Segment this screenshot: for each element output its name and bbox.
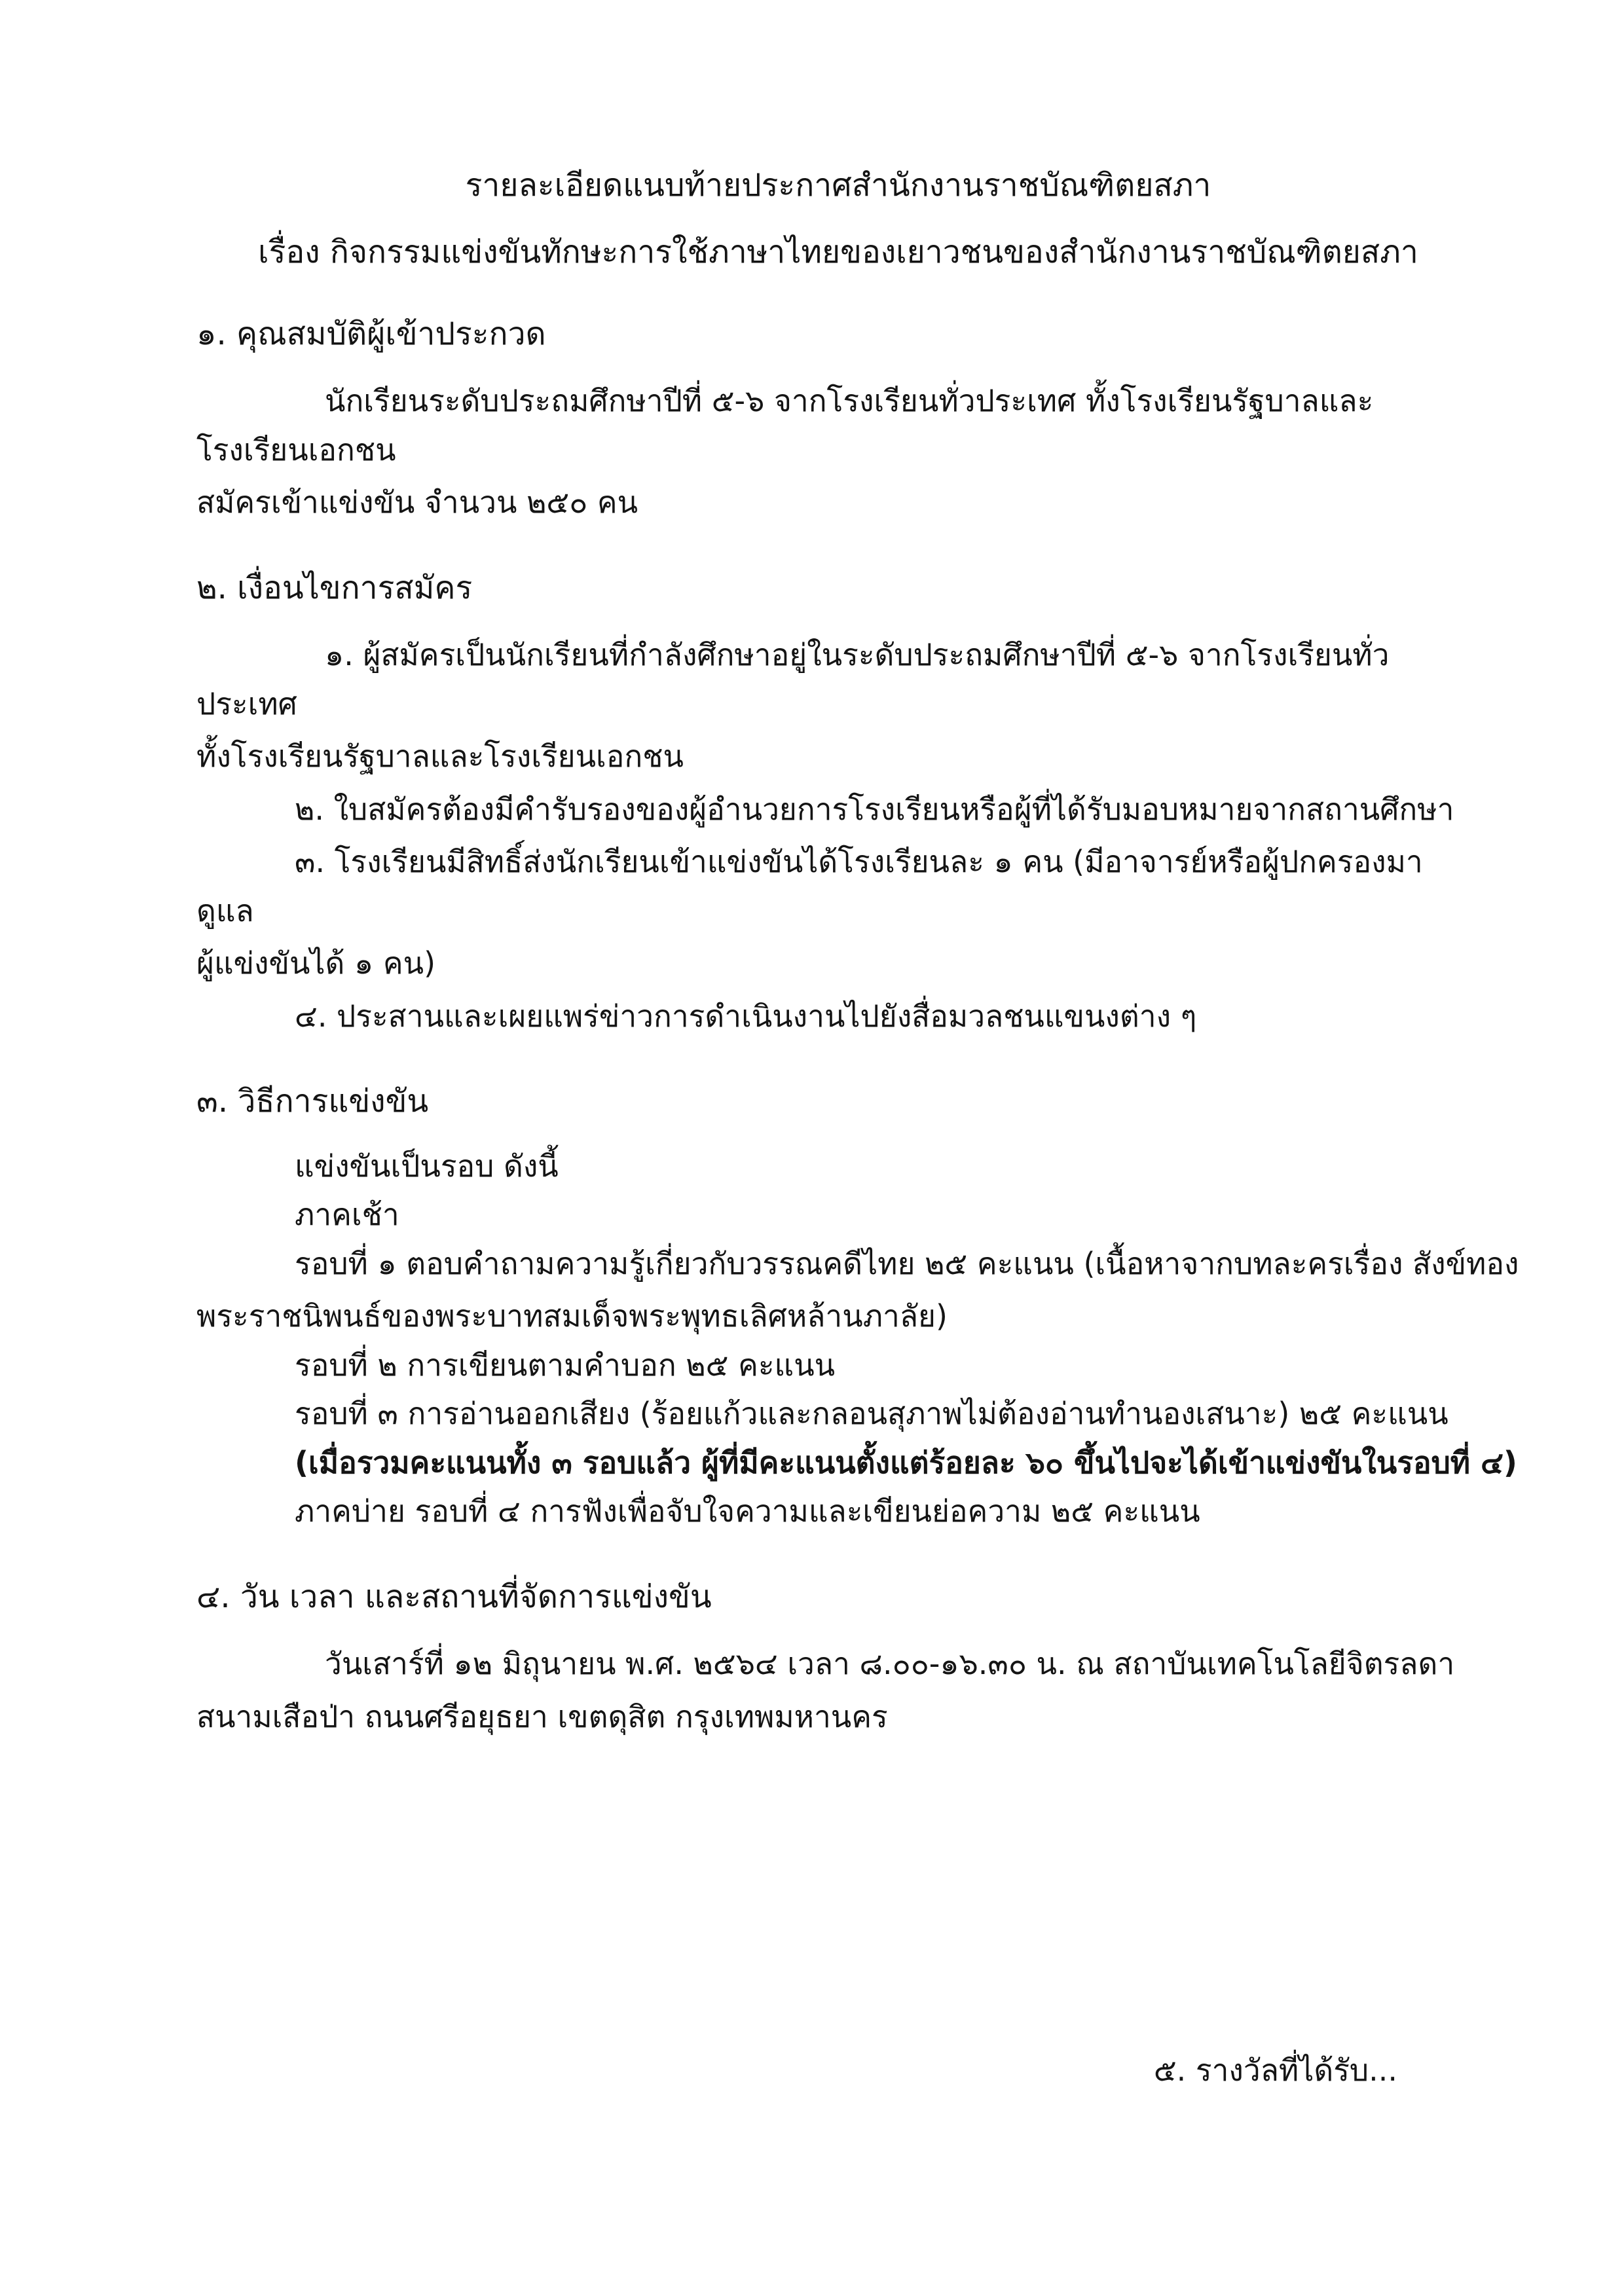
- section-2-item-1-line-2: ทั้งโรงเรียนรัฐบาลและโรงเรียนเอกชน: [196, 738, 684, 774]
- section-4-body-line-1: วันเสาร์ที่ ๑๒ มิถุนายน พ.ศ. ๒๕๖๔ เวลา ๘.๐๐-๑๖.๓๐ น. ณ สถาบันเทคโนโลยีจิตรลดา: [325, 1646, 1455, 1682]
- round-3-line: รอบที่ ๓ การอ่านออกเสียง (ร้อยแก้วและกลอนสุภาพไม่ต้องอ่านทำนองเสนาะ) ๒๕ คะแนน: [295, 1396, 1449, 1432]
- section-1-body-line-2: สมัครเข้าแข่งขัน จำนวน ๒๕๐ คน: [196, 484, 638, 520]
- section-4-body-line-2: สนามเสือป่า ถนนศรีอยุธยา เขตดุสิต กรุงเทพมหานคร: [196, 1698, 888, 1734]
- round-1-line-1: รอบที่ ๑ ตอบคำถามความรู้เกี่ยวกับวรรณคดีไทย ๒๕ คะแนน (เนื้อหาจากบทละครเรื่อง สังข์ทอง: [295, 1245, 1519, 1281]
- section-2-item-3-line-2: ผู้แข่งขันได้ ๑ คน): [196, 945, 436, 981]
- round-1-line-2: พระราชนิพนธ์ของพระบาทสมเด็จพระพุทธเลิศหล้านภาลัย): [196, 1298, 948, 1334]
- section-3-body: [196, 1142, 1519, 1288]
- afternoon-session-line: ภาคบ่าย รอบที่ ๔ การฟังเพื่อจับใจความและเขียนย่อความ ๒๕ คะแนน: [295, 1493, 1200, 1529]
- section-3-heading: ๓. วิธีการแข่งขัน: [196, 1083, 429, 1120]
- section-1-heading: ๑. คุณสมบัติผู้เข้าประกวด: [196, 315, 546, 352]
- section-4-heading: ๔. วัน เวลา และสถานที่จัดการแข่งขัน: [196, 1578, 712, 1615]
- document-content: [196, 0, 1519, 2296]
- round-qualification-note: (เมื่อรวมคะแนนทั้ง ๓ รอบแล้ว ผู้ที่มีคะแนนตั้งแต่ร้อยละ ๖๐ ขึ้นไปจะได้เข้าแข่งขันในรอบที่ ๔): [295, 1444, 1517, 1480]
- round-2-line: รอบที่ ๒ การเขียนตามคำบอก ๒๕ คะแนน: [295, 1347, 836, 1383]
- page-continuation-note: ๕. รางวัลที่ได้รับ...: [1153, 2052, 1397, 2088]
- document-subtitle: เรื่อง กิจกรรมแข่งขันทักษะการใช้ภาษาไทยของเยาวชนของสำนักงานราชบัณฑิตยสภา: [258, 234, 1418, 271]
- section-3-intro: แข่งขันเป็นรอบ ดังนี้: [295, 1148, 559, 1184]
- section-2-item-4-line-1: ๔. ประสานและเผยแพร่ข่าวการดำเนินงานไปยังสื่อมวลชนแขนงต่าง ๆ: [295, 998, 1197, 1034]
- morning-session-label: ภาคเช้า: [295, 1197, 399, 1233]
- document-title: รายละเอียดแนบท้ายประกาศสำนักงานราชบัณฑิตยสภา: [465, 167, 1211, 204]
- section-2-item-1-line-1: ๑. ผู้สมัครเป็นนักเรียนที่กำลังศึกษาอยู่ในระดับประถมศึกษาปีที่ ๕-๖ จากโรงเรียนทั่วประเทศ: [196, 637, 1390, 721]
- section-1-body-line-1: นักเรียนระดับประถมศึกษาปีที่ ๕-๖ จากโรงเรียนทั่วประเทศ ทั้งโรงเรียนรัฐบาลและโรงเรียนเอกชน: [196, 383, 1374, 467]
- section-2-item-2-line-1: ๒. ใบสมัครต้องมีคำรับรองของผู้อำนวยการโรงเรียนหรือผู้ที่ได้รับมอบหมายจากสถานศึกษา: [295, 791, 1454, 827]
- section-2-heading: ๒. เงื่อนไขการสมัคร: [196, 569, 473, 606]
- section-3-rounds-rest: [196, 1341, 1517, 1536]
- section-2-item-3-line-1: ๓. โรงเรียนมีสิทธิ์ส่งนักเรียนเข้าแข่งขันได้โรงเรียนละ ๑ คน (มีอาจารย์หรือผู้ปกครองมาดูแล: [196, 844, 1423, 928]
